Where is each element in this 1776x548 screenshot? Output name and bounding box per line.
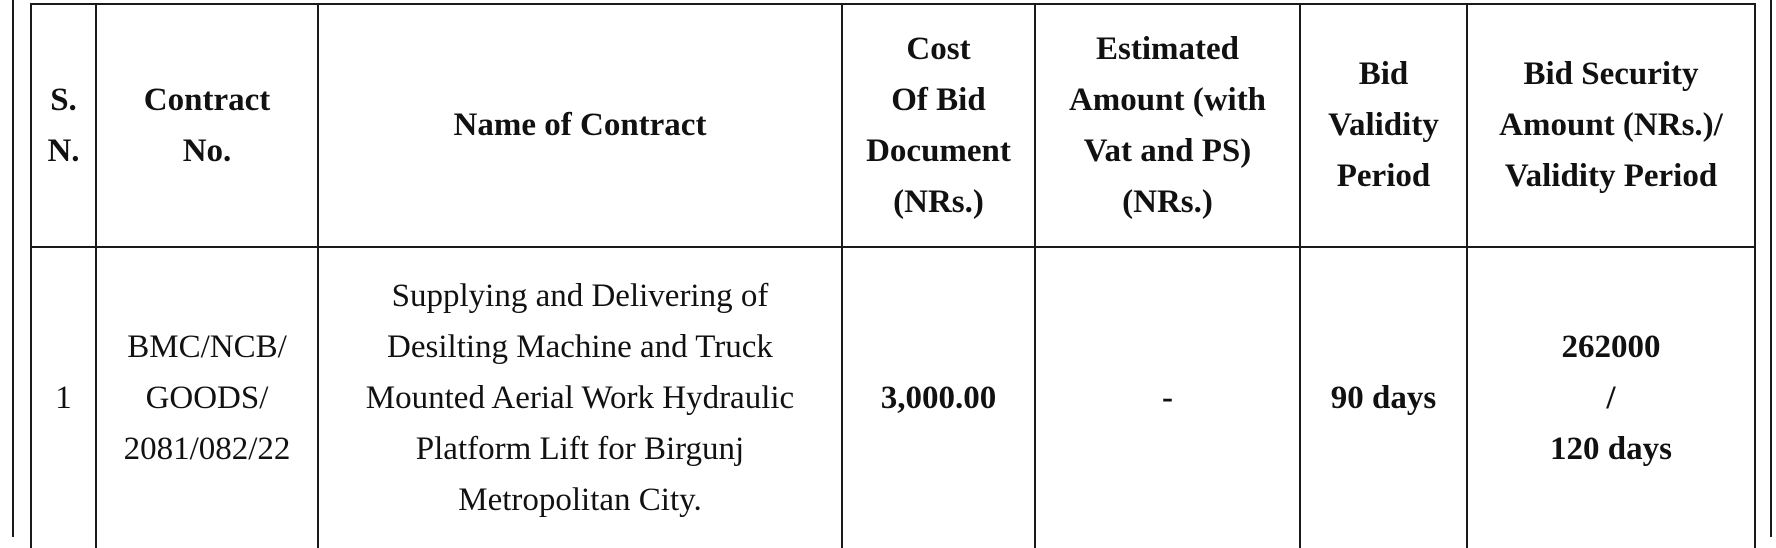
header-bid-security: Bid Security Amount (NRs.)/ Validity Period <box>1467 4 1755 247</box>
header-cost-of-bid-document: Cost Of Bid Document (NRs.) <box>842 4 1035 247</box>
tender-table <box>30 3 1756 548</box>
header-row <box>31 4 1755 247</box>
cell-sn: 1 <box>31 247 96 548</box>
header-name-of-contract: Name of Contract <box>318 4 842 247</box>
cell-name-of-contract: Supplying and Delivering of Desilting Machine and Truck Mounted Aerial Work Hydraulic Platform Lift for Birgunj Metropolitan City. <box>318 247 842 548</box>
cell-estimated-amount: - <box>1035 247 1300 548</box>
header-contract-no: Contract No. <box>96 4 318 247</box>
cell-cost-of-bid-document: 3,000.00 <box>842 247 1035 548</box>
cell-bid-validity-period: 90 days <box>1300 247 1467 548</box>
header-bid-validity-period: Bid Validity Period <box>1300 4 1467 247</box>
cell-contract-no: BMC/NCB/ GOODS/ 2081/082/22 <box>96 247 318 548</box>
header-estimated-amount: Estimated Amount (with Vat and PS) (NRs.) <box>1035 4 1300 247</box>
header-sn: S. N. <box>31 4 96 247</box>
table-row <box>31 247 1755 548</box>
cell-bid-security: 262000 / 120 days <box>1467 247 1755 548</box>
